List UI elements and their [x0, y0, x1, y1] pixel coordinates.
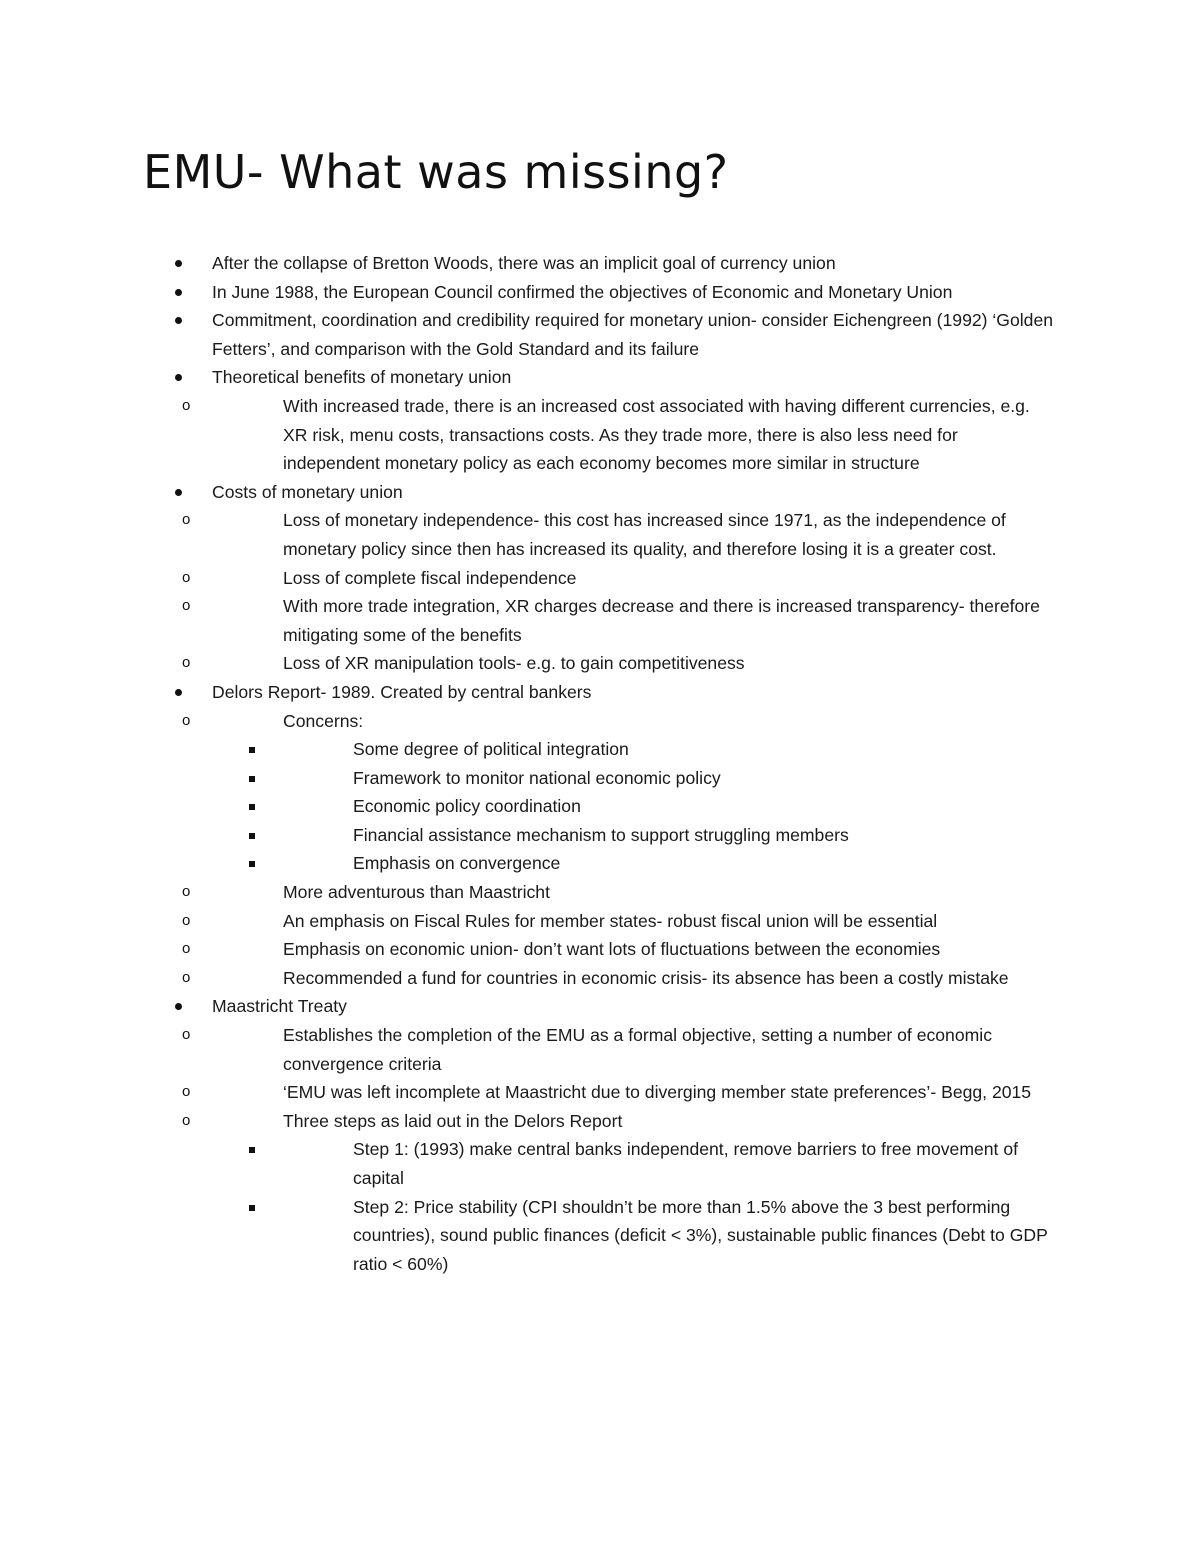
list-item-level-3	[283, 764, 1053, 793]
sub-list	[182, 392, 1072, 478]
list-item-level-2	[182, 592, 1048, 649]
bullet-circle-icon	[175, 489, 182, 496]
list-item-level-2	[182, 964, 1048, 993]
list-item-level-3	[283, 792, 1053, 821]
bullet-o-icon: o	[182, 1026, 191, 1044]
bullet-square-icon	[249, 833, 255, 839]
list-item-level-2	[182, 907, 1048, 936]
list-item-text: Financial assistance mechanism to support struggling members	[353, 824, 849, 845]
list-item-level-2	[182, 506, 1048, 563]
list-item-level-1	[0, 249, 1072, 278]
sub-list	[182, 1021, 1072, 1278]
bullet-o-icon: o	[182, 968, 191, 986]
list-item-level-1	[0, 992, 1072, 1278]
bullet-o-icon: o	[182, 883, 191, 901]
bullet-o-icon: o	[182, 1083, 191, 1101]
list-item-level-2	[182, 1078, 1048, 1107]
list-item-level-3	[283, 735, 1053, 764]
list-item-level-2	[182, 1021, 1048, 1078]
list-item-text: Step 2: Price stability (CPI shouldn’t be more than 1.5% above the 3 best performing countries), sound public finances (deficit < 3%), sustainable public finances (Debt to GDP ratio < 60%)	[353, 1196, 1048, 1274]
list-item-text: Some degree of political integration	[353, 739, 629, 760]
list-item-text: Emphasis on economic union- don’t want lots of fluctuations between the economies	[283, 939, 941, 960]
list-item-text: Three steps as laid out in the Delors Report	[283, 1110, 623, 1131]
list-item-text: Emphasis on convergence	[353, 853, 561, 874]
list-item-level-2	[182, 649, 1048, 678]
list-item-level-2	[182, 707, 1048, 879]
bullet-square-icon	[249, 776, 255, 782]
sub-list	[283, 735, 1048, 878]
bullet-square-icon	[249, 1205, 255, 1211]
bullet-circle-icon	[175, 1003, 182, 1010]
list-item-text: Recommended a fund for countries in economic crisis- its absence has been a costly mistake	[283, 967, 1009, 988]
list-item-text: An emphasis on Fiscal Rules for member states- robust fiscal union will be essential	[283, 910, 938, 931]
list-item-level-1	[0, 478, 1072, 678]
list-item-text: Theoretical benefits of monetary union	[212, 367, 512, 388]
sub-list	[283, 1135, 1048, 1278]
list-item-level-2	[182, 1107, 1048, 1279]
list-item-level-2	[182, 392, 1048, 478]
bullet-square-icon	[249, 1147, 255, 1153]
sub-list	[182, 707, 1072, 993]
list-item-text: With increased trade, there is an increased cost associated with having different currencies, e.g. XR risk, menu costs, transactions costs. As they trade more, there is also less need for independent monetary policy as each economy becomes more similar in structure	[283, 395, 1030, 474]
bullet-circle-icon	[175, 374, 182, 381]
list-item-level-3	[283, 1135, 1053, 1192]
list-item-text: ‘EMU was left incomplete at Maastricht due to diverging member state preferences’- Begg, 2015	[283, 1082, 1032, 1103]
list-item-text: Concerns:	[283, 710, 364, 731]
list-item-text: Economic policy coordination	[353, 796, 581, 817]
bullet-o-icon: o	[182, 511, 191, 529]
bullet-square-icon	[249, 804, 255, 810]
list-item-level-2	[182, 935, 1048, 964]
list-item-text: More adventurous than Maastricht	[283, 882, 550, 903]
list-item-text: Delors Report- 1989. Created by central bankers	[212, 681, 592, 702]
bullet-o-icon: o	[182, 940, 191, 958]
bullet-list	[0, 249, 1200, 1278]
bullet-o-icon: o	[182, 654, 191, 672]
bullet-circle-icon	[175, 289, 182, 296]
bullet-circle-icon	[175, 260, 182, 267]
list-item-level-2	[182, 564, 1048, 593]
list-item-text: In June 1988, the European Council confirmed the objectives of Economic and Monetary Union	[212, 281, 953, 302]
document-title: EMU- What was missing?	[143, 145, 729, 199]
list-item-text: After the collapse of Bretton Woods, there was an implicit goal of currency union	[212, 253, 836, 273]
bullet-square-icon	[249, 747, 255, 753]
list-item-text: Loss of complete fiscal independence	[283, 567, 577, 588]
bullet-o-icon: o	[182, 597, 191, 615]
list-item-text: Maastricht Treaty	[212, 996, 347, 1017]
list-item-text: Loss of monetary independence- this cost has increased since 1971, as the independence of monetary policy since then has increased its quality, and therefore losing it is a greater cost.	[283, 510, 1006, 559]
bullet-o-icon: o	[182, 911, 191, 929]
bullet-o-icon: o	[182, 396, 191, 414]
list-item-level-1	[0, 363, 1072, 477]
list-item-level-1	[0, 306, 1072, 363]
list-item-level-3	[283, 849, 1053, 878]
list-item-text: Loss of XR manipulation tools- e.g. to gain competitiveness	[283, 653, 745, 674]
list-item-level-2	[182, 878, 1048, 907]
sub-list	[182, 506, 1072, 678]
list-item-text: With more trade integration, XR charges decrease and there is increased transparency- therefore mitigating some of the benefits	[283, 596, 1040, 645]
list-item-text: Costs of monetary union	[212, 481, 403, 502]
bullet-o-icon: o	[182, 1111, 191, 1129]
bullet-o-icon: o	[182, 711, 191, 729]
list-item-text: Framework to monitor national economic policy	[353, 767, 721, 788]
bullet-o-icon: o	[182, 568, 191, 586]
bullet-square-icon	[249, 861, 255, 867]
bullet-circle-icon	[175, 317, 182, 324]
list-item-level-1	[0, 278, 1072, 307]
list-item-text: Establishes the completion of the EMU as a formal objective, setting a number of economic convergence criteria	[283, 1025, 992, 1074]
list-item-level-3	[283, 821, 1053, 850]
list-item-level-1	[0, 678, 1072, 993]
list-item-level-3	[283, 1193, 1053, 1279]
list-item-text: Commitment, coordination and credibility required for monetary union- consider Eichengreen (1992) ‘Golden Fetters’, and comparison with the Gold Standard and its failure	[212, 310, 1054, 359]
bullet-circle-icon	[175, 689, 182, 696]
list-item-text: Step 1: (1993) make central banks independent, remove barriers to free movement of capital	[353, 1139, 1019, 1188]
